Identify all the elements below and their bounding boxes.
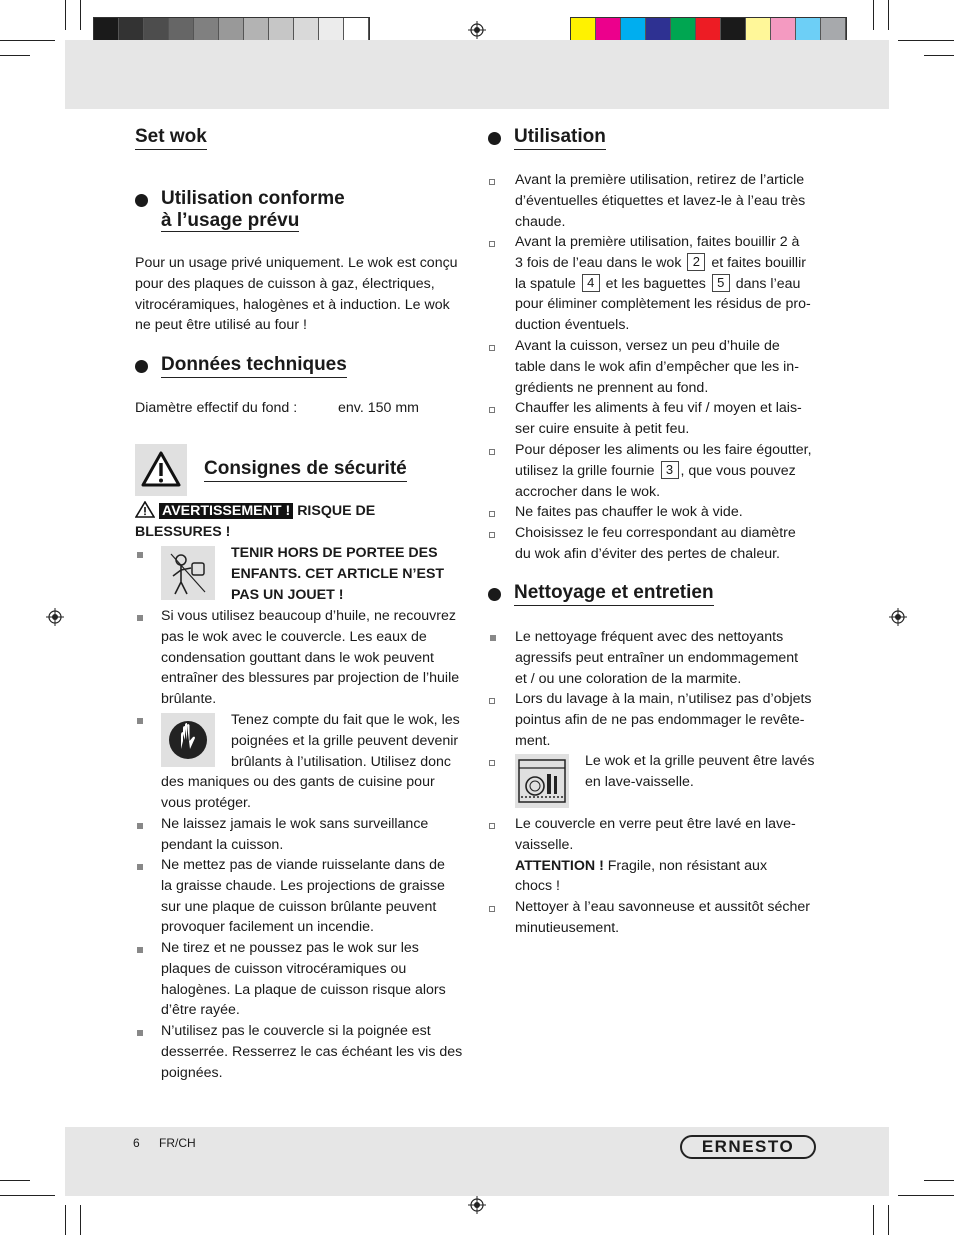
brand-name: ERNESTO: [701, 1137, 795, 1156]
crop-mark: [924, 55, 954, 56]
text-line: pour des plaques de cuisson à gaz, électriques,: [135, 275, 435, 292]
heading-text: Données techniques: [161, 354, 347, 378]
checkbox-bullet-icon: [489, 698, 495, 704]
page-header-band: [65, 40, 889, 109]
bullet-square-icon: [137, 1030, 143, 1036]
warning-tag: AVERTISSEMENT !: [159, 503, 293, 519]
tech-spec-value: env. 150 mm: [338, 400, 419, 416]
checkbox-bullet-icon: [489, 407, 495, 413]
registration-mark-icon: [889, 608, 907, 626]
text-line: d’éventuelles étiquettes et lavez-le à l’eau très: [515, 192, 806, 209]
safety-item-meat: [161, 855, 471, 938]
text-line: TENIR HORS DE PORTEE DES: [231, 545, 438, 561]
page-title: Set wok: [135, 126, 207, 150]
text-line: Avant la première utilisation, faites bouillir 2 à: [515, 234, 800, 250]
text-line: ment.: [515, 732, 551, 749]
text-line: poignées.: [161, 1064, 223, 1081]
bullet-dot-icon: [135, 194, 148, 207]
section-heading-technical-data: [135, 354, 347, 378]
usage-item-oil: [515, 336, 825, 398]
brand-logo: [680, 1135, 816, 1159]
text-line: pendant la cuisson.: [161, 836, 284, 853]
section-heading-intended-use: [135, 188, 345, 232]
child-warning-box: [161, 546, 215, 600]
text-line: Avant la cuisson, versez un peu d’huile de: [515, 338, 780, 354]
safety-item-lid: [161, 1021, 471, 1083]
page-number: 6: [133, 1136, 140, 1150]
safety-item-hot: [231, 710, 471, 772]
text-line: vitrocéramiques, halogènes et à induction. Le wok: [135, 296, 450, 313]
text-line: chaude.: [515, 213, 566, 230]
crop-mark: [65, 1205, 66, 1235]
text-fragment: la spatule: [515, 275, 576, 292]
text-line: [515, 461, 825, 482]
text-line: chocs !: [515, 878, 560, 895]
crop-mark: [80, 1205, 81, 1235]
warning-triangle-box: [135, 444, 187, 496]
crop-mark: [873, 0, 874, 30]
crop-mark: [924, 1180, 954, 1181]
text-line: minutieusement.: [515, 919, 620, 936]
text-line: pointus afin de ne pas endommager le revête-: [515, 711, 805, 728]
bullet-square-icon: [137, 615, 143, 621]
bullet-square-icon: [137, 718, 143, 724]
text-line: Chauffer les aliments à feu vif / moyen et lais-: [515, 400, 802, 416]
crop-mark: [898, 1195, 954, 1196]
text-line: grédients ne prennent au fond.: [515, 379, 709, 396]
checkbox-bullet-icon: [489, 179, 495, 185]
text-fragment: et faites bouillir: [711, 254, 806, 271]
registration-mark-icon: [468, 21, 486, 39]
part-reference: 3: [661, 461, 679, 479]
warning-line: [135, 501, 465, 543]
dishwasher-icon-box: [515, 754, 569, 808]
text-line: Pour un usage privé uniquement. Le wok est conçu: [135, 255, 458, 271]
text-line: Ne laissez jamais le wok sans surveillance: [161, 816, 429, 832]
text-line: Choisissez le feu correspondant au diamètre: [515, 525, 796, 541]
usage-item-first-use: [515, 170, 825, 232]
bullet-dot-icon: [488, 588, 501, 601]
text-line: plaques de cuisson vitrocéramiques ou: [161, 960, 407, 977]
text-line: et / ou une coloration de la marmite.: [515, 670, 742, 687]
text-fragment: dans l’eau: [735, 275, 801, 292]
text-fragment: 3 fois de l’eau dans le wok: [515, 254, 682, 271]
text-line: [515, 253, 825, 274]
text-line: Nettoyer à l’eau savonneuse et aussitôt sécher: [515, 899, 810, 915]
text-line: des maniques ou des gants de cuisine pour: [161, 774, 435, 790]
usage-item-boil: [515, 232, 825, 336]
checkbox-bullet-icon: [489, 241, 495, 247]
text-line: la graisse chaude. Les projections de graisse: [161, 877, 445, 894]
checkbox-bullet-icon: [489, 511, 495, 517]
text-line: agressifs peut entraîner un endommagement: [515, 649, 799, 666]
small-warning-icon: [135, 501, 155, 518]
crop-mark: [873, 1205, 874, 1235]
crop-mark: [0, 1180, 30, 1181]
bullet-square-icon: [137, 864, 143, 870]
language-code: FR/CH: [159, 1136, 196, 1150]
text-line: du wok afin d’éviter des pertes de chaleur.: [515, 545, 780, 562]
bullet-dot-icon: [135, 360, 148, 373]
text-line: poignées et la grille peuvent devenir: [231, 732, 459, 749]
bullet-square-icon: [137, 947, 143, 953]
part-reference: 2: [687, 253, 705, 271]
text-line: [515, 274, 825, 295]
text-fragment: Fragile, non résistant aux: [603, 857, 768, 874]
safety-item-oil: [161, 606, 471, 710]
section-heading-usage: [488, 126, 606, 150]
usage-item-rack: [515, 440, 825, 502]
protective-gloves-icon: [161, 713, 215, 767]
cleaning-item-lid: [515, 814, 825, 897]
cleaning-item-soap: [515, 897, 825, 939]
checkbox-bullet-icon: [489, 449, 495, 455]
text-line: desserrée. Resserrez le cas échéant les vis des: [161, 1043, 463, 1060]
cleaning-item-handwash: [515, 689, 825, 751]
bullet-square-icon: [490, 635, 496, 641]
heading-text: Nettoyage et entretien: [514, 582, 714, 606]
text-line: halogènes. La plaque de cuisson risque alors: [161, 981, 446, 998]
text-line: Tenez compte du fait que le wok, les: [231, 712, 460, 728]
text-line: Pour déposer les aliments ou les faire égoutter,: [515, 442, 812, 458]
checkbox-bullet-icon: [489, 532, 495, 538]
text-line: duction éventuels.: [515, 317, 630, 334]
text-line: Ne mettez pas de viande ruisselante dans de: [161, 857, 445, 873]
text-line: accrocher dans le wok.: [515, 483, 661, 500]
text-line: d’être rayée.: [161, 1002, 240, 1019]
crop-mark: [0, 40, 55, 41]
text-line: Ne tirez et ne poussez pas le wok sur les: [161, 940, 419, 956]
text-line: [515, 856, 825, 877]
child-warning-text: [231, 543, 471, 605]
text-line: pas le wok avec le couvercle. Les eaux de: [161, 628, 427, 645]
checkbox-bullet-icon: [489, 823, 495, 829]
text-line: Si vous utilisez beaucoup d’huile, ne recouvrez: [161, 608, 456, 624]
text-line: ser cuire ensuite à petit feu.: [515, 420, 690, 437]
crop-mark: [898, 40, 954, 41]
part-reference: 4: [582, 274, 600, 292]
checkbox-bullet-icon: [489, 345, 495, 351]
text-line: ENFANTS. CET ARTICLE N’EST: [231, 565, 445, 582]
checkbox-bullet-icon: [489, 906, 495, 912]
safety-item-supervision: [161, 814, 471, 856]
crop-mark: [888, 1205, 889, 1235]
text-line: brûlants à l’utilisation. Utilisez donc: [231, 753, 452, 770]
text-line: sur une plaque de cuisson brûlante peuvent: [161, 898, 437, 915]
bullet-dot-icon: [488, 132, 501, 145]
text-line: N’utilisez pas le couvercle si la poignée est: [161, 1023, 431, 1039]
text-line: Le couvercle en verre peut être lavé en lave-: [515, 816, 796, 832]
text-line: pour éliminer complètement les résidus de pro-: [515, 296, 811, 313]
bullet-square-icon: [137, 552, 143, 558]
registration-mark-icon: [46, 608, 64, 626]
text-line: Lors du lavage à la main, n’utilisez pas d’objets: [515, 691, 812, 707]
text-fragment: utilisez la grille fournie: [515, 462, 655, 479]
crop-mark: [80, 0, 81, 30]
tech-spec-label: Diamètre effectif du fond :: [135, 400, 298, 416]
safety-item-hot-cont: [161, 772, 471, 814]
section-heading-cleaning: [488, 582, 714, 606]
crop-mark: [65, 0, 66, 30]
text-line: vous protéger.: [161, 794, 251, 811]
safety-item-pull: [161, 938, 471, 1021]
warning-triangle-icon: [135, 444, 187, 496]
bullet-square-icon: [137, 823, 143, 829]
intended-use-text: [135, 253, 465, 336]
warning-title: RISQUE DE: [297, 503, 376, 519]
text-line: provoquer facilement un incendie.: [161, 919, 374, 936]
usage-item-empty: Ne faites pas chauffer le wok à vide.: [515, 504, 743, 520]
crop-mark: [888, 0, 889, 30]
text-line: brûlante.: [161, 691, 217, 708]
part-reference: 5: [712, 274, 730, 292]
crop-mark: [0, 55, 30, 56]
text-line: PAS UN JOUET !: [231, 586, 344, 603]
text-line: en lave-vaisselle.: [585, 773, 694, 790]
warning-title: BLESSURES !: [135, 523, 231, 540]
text-line: Avant la première utilisation, retirez de l’article: [515, 172, 805, 188]
crop-mark: [0, 1195, 55, 1196]
text-line: entraîner des blessures par projection de l’huile: [161, 670, 460, 687]
dishwasher-safe-icon: [515, 754, 569, 808]
heading-line: Utilisation conforme: [161, 188, 345, 209]
text-fragment: et les baguettes: [605, 275, 706, 292]
text-line: table dans le wok afin d’empêcher que les in-: [515, 358, 799, 375]
usage-item-heat: [515, 398, 825, 440]
heading-line: à l’usage prévu: [161, 210, 300, 231]
usage-item-burner: [515, 523, 825, 565]
cleaning-item-dishwasher: [585, 751, 825, 793]
text-line: ne peut être utilisé au four !: [135, 317, 307, 334]
attention-label: ATTENTION !: [515, 857, 604, 874]
section-heading-safety: Consignes de sécurité: [204, 458, 407, 482]
text-line: Le wok et la grille peuvent être lavés: [585, 753, 815, 769]
child-with-toy-icon: [161, 546, 215, 600]
text-line: Le nettoyage fréquent avec des nettoyants: [515, 629, 784, 645]
text-line: vaisselle.: [515, 836, 574, 853]
cleaning-item-agents: [515, 627, 825, 689]
gloves-icon-box: [161, 713, 215, 767]
text-line: condensation gouttant dans le wok peuvent: [161, 649, 434, 666]
registration-mark-icon: [468, 1196, 486, 1214]
heading-text: Utilisation: [514, 126, 606, 150]
text-fragment: , que vous pouvez: [680, 462, 796, 479]
checkbox-bullet-icon: [489, 760, 495, 766]
